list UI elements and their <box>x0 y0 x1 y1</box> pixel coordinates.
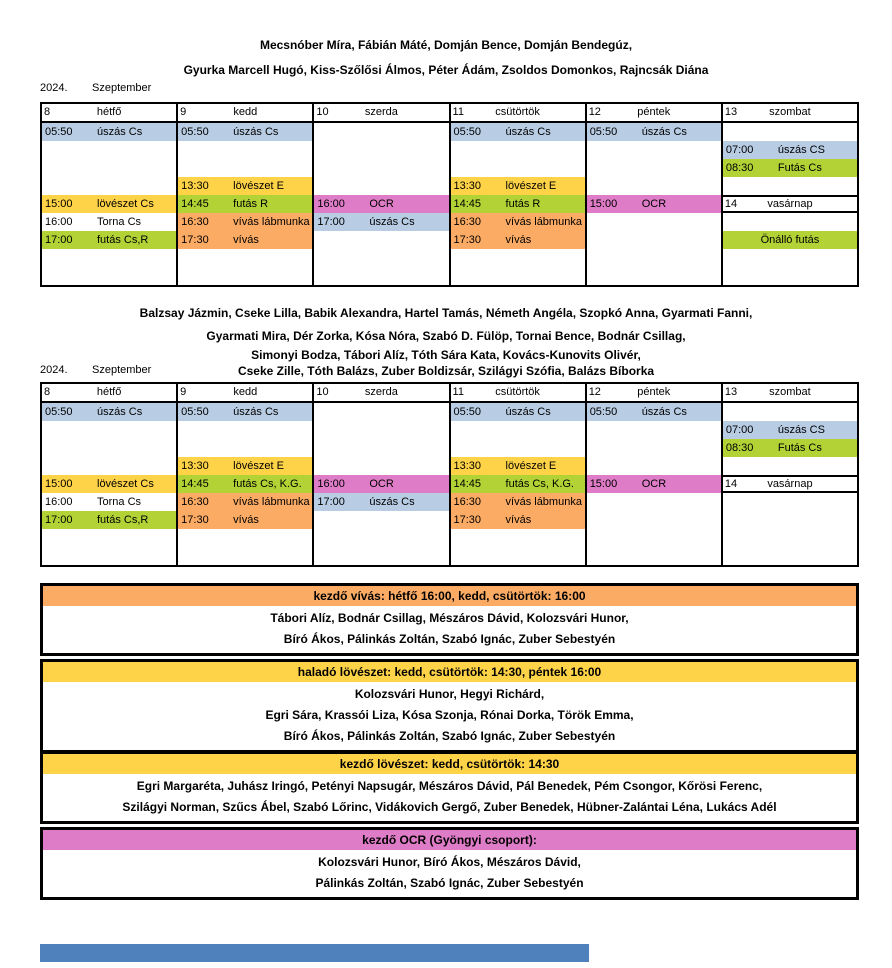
cell-time: 13:30 <box>453 460 482 472</box>
schedule-cell <box>451 231 585 249</box>
schedule-cell <box>178 123 312 141</box>
cell-time: 14:45 <box>181 198 209 210</box>
day-column <box>721 102 859 287</box>
empty-cell <box>42 177 176 195</box>
group1-names-line: Gyurka Marcell Hugó, Kiss-Szőlősi Álmos, Péter Ádám, Zsoldos Domonkos, Rajncsák Diána <box>183 63 709 77</box>
empty-cell <box>314 457 448 475</box>
empty-cell <box>314 511 448 529</box>
cell-activity: lövészet E <box>505 460 557 472</box>
schedule-cell <box>42 511 176 529</box>
day-header <box>42 104 176 123</box>
schedule-cell <box>42 403 176 421</box>
schedule-cell <box>314 475 448 493</box>
cell-activity: vívás lábmunka <box>233 496 310 508</box>
cell-activity: úszás Cs <box>505 406 551 418</box>
day-name: kedd <box>233 106 258 118</box>
cell-time: 05:50 <box>453 406 482 418</box>
month-name-label: Szeptember <box>92 364 152 376</box>
day-column <box>312 102 450 287</box>
day-header <box>451 384 585 403</box>
schedule-cell <box>587 475 721 493</box>
day-column <box>585 102 723 287</box>
day-column-body <box>723 123 857 285</box>
schedule-table-2 <box>40 382 859 567</box>
cell-activity: OCR <box>369 478 394 490</box>
cell-time: 16:00 <box>317 198 345 210</box>
day-name: csütörtök <box>495 106 540 118</box>
day-header <box>178 104 312 123</box>
group2-names-line: Cseke Zille, Tóth Balázs, Zuber Boldizsár, Szilágyi Szófia, Balázs Bíborka <box>237 364 655 378</box>
cell-time: 16:00 <box>45 496 73 508</box>
cell-time: 05:50 <box>45 126 73 138</box>
cell-time: 17:30 <box>453 514 482 526</box>
cell-time: 05:50 <box>589 126 618 138</box>
banner-names-line: Pálinkás Zoltán, Szabó Ignác, Zuber Sebestyén <box>315 876 584 890</box>
empty-cell <box>587 159 721 177</box>
empty-cell <box>723 123 857 141</box>
empty-cell <box>42 141 176 159</box>
cell-time: 16:30 <box>181 216 209 228</box>
day-name: szombat <box>769 386 811 398</box>
schedule-cell <box>451 493 585 511</box>
empty-cell <box>451 159 585 177</box>
schedule-cell <box>451 403 585 421</box>
banner-halado-loveszet <box>40 659 859 753</box>
cell-time: 17:30 <box>181 234 209 246</box>
schedule-cell <box>178 457 312 475</box>
schedule-cell <box>587 403 721 421</box>
banner-header: kezdő OCR (Gyöngyi csoport): <box>43 830 856 850</box>
cell-activity: OCR <box>369 198 394 210</box>
day-column-body <box>42 123 176 285</box>
day-name: kedd <box>233 386 258 398</box>
schedule-cell <box>451 475 585 493</box>
day-column-body <box>178 123 312 285</box>
empty-cell <box>314 403 448 421</box>
schedule-cell <box>587 195 721 213</box>
empty-cell <box>587 177 721 195</box>
banner-names-line: Tábori Alíz, Bodnár Csillag, Mészáros Dávid, Kolozsvári Hunor, <box>270 611 629 625</box>
banner-header: kezdő lövészet: kedd, csütörtök: 14:30 <box>43 754 856 774</box>
cell-activity: vívás <box>505 514 532 526</box>
cell-activity: úszás Cs <box>369 496 415 508</box>
day-column <box>312 382 450 567</box>
day-number: 14 <box>724 478 738 490</box>
schedule-cell <box>42 475 176 493</box>
empty-cell <box>178 421 312 439</box>
cell-activity: úszás Cs <box>641 406 687 418</box>
schedule-cell <box>314 195 448 213</box>
cell-time: 16:30 <box>453 216 482 228</box>
schedule-cell <box>723 421 857 439</box>
cell-activity: OCR <box>641 198 667 210</box>
day-column <box>40 382 178 567</box>
day-name: szerda <box>364 386 398 398</box>
schedule-cell <box>451 195 585 213</box>
schedule-cell <box>42 123 176 141</box>
banner-header: kezdő vívás: hétfő 16:00, kedd, csütörtök: 16:00 <box>43 586 856 606</box>
day-number: 9 <box>180 386 187 398</box>
banner-names-line: Kolozsvári Hunor, Hegyi Richárd, <box>354 687 545 701</box>
month-name-label: Szeptember <box>92 82 152 94</box>
banner-names-line: Bíró Ákos, Pálinkás Zoltán, Szabó Ignác, Zuber Sebestyén <box>283 632 616 646</box>
day-name: péntek <box>637 106 671 118</box>
day-header <box>42 384 176 403</box>
schedule-cell <box>178 213 312 231</box>
banner-names-line: Bíró Ákos, Pálinkás Zoltán, Szabó Ignác, Zuber Sebestyén <box>283 729 616 743</box>
empty-cell <box>42 439 176 457</box>
sunday-subheader <box>723 195 857 213</box>
day-name: péntek <box>637 386 671 398</box>
group2-names-line: Simonyi Bodza, Tábori Alíz, Tóth Sára Kata, Kovács-Kunovits Olivér, <box>251 348 641 362</box>
empty-cell <box>451 439 585 457</box>
schedule-cell <box>42 231 176 249</box>
schedule-cell <box>314 213 448 231</box>
day-column-body <box>42 403 176 565</box>
schedule-cell <box>42 493 176 511</box>
day-column <box>585 382 723 567</box>
cell-time: 05:50 <box>453 126 482 138</box>
schedule-cell <box>723 141 857 159</box>
cell-time: 05:50 <box>181 406 209 418</box>
empty-cell <box>723 403 857 421</box>
day-header <box>723 384 857 403</box>
schedule-cell <box>178 475 312 493</box>
cell-activity: futás Cs, K.G. <box>505 478 574 490</box>
day-header <box>723 104 857 123</box>
day-column <box>449 102 587 287</box>
day-number: 8 <box>44 386 51 398</box>
schedule-cell <box>587 123 721 141</box>
day-column <box>176 382 314 567</box>
cell-time: 16:00 <box>317 478 345 490</box>
cell-time: 15:00 <box>45 198 73 210</box>
day-name: vasárnap <box>767 198 813 210</box>
cell-activity: Futás Cs <box>777 442 822 454</box>
day-header <box>587 384 721 403</box>
empty-cell <box>587 231 721 249</box>
cell-activity: vívás <box>233 514 259 526</box>
schedule-cell <box>178 403 312 421</box>
cell-activity: vívás lábmunka <box>505 496 582 508</box>
day-name: szombat <box>769 106 811 118</box>
schedule-cell <box>723 439 857 457</box>
banner-kezdo-ocr <box>40 827 859 900</box>
day-number: 11 <box>452 106 464 118</box>
banner-kezdo-vivas <box>40 583 859 656</box>
day-header <box>178 384 312 403</box>
cell-activity: futás Cs,R <box>97 234 149 246</box>
banner-names-line: Szilágyi Norman, Szűcs Ábel, Szabó Lőrinc, Vidákovich Gergő, Zuber Benedek, Hübner-Zalántai Léna, Lukács Adél <box>122 800 777 814</box>
cell-time: 14:45 <box>453 198 482 210</box>
cell-activity: úszás Cs <box>641 126 687 138</box>
day-column-body <box>314 123 448 285</box>
day-column-body <box>451 123 585 285</box>
schedule-cell <box>451 177 585 195</box>
month-label <box>40 82 151 94</box>
group2-names-line: Balzsay Jázmin, Cseke Lilla, Babik Alexandra, Hartel Tamás, Németh Angéla, Szopkó Anna, Gyarmati Fanni, <box>139 306 753 320</box>
schedule-cell <box>314 493 448 511</box>
schedule-cell <box>42 213 176 231</box>
day-name: szerda <box>364 106 398 118</box>
cell-activity: futás R <box>233 198 269 210</box>
cell-time: 05:50 <box>181 126 209 138</box>
month-label <box>40 364 151 376</box>
cell-time: 16:00 <box>45 216 73 228</box>
empty-cell <box>451 141 585 159</box>
year-label: 2024. <box>40 364 68 376</box>
schedule-cell <box>178 493 312 511</box>
cell-activity: vívás lábmunka <box>505 216 582 228</box>
cell-activity: lövészet Cs <box>97 198 154 210</box>
schedule-cell <box>178 511 312 529</box>
day-column-body <box>178 403 312 565</box>
cell-time: 15:00 <box>45 478 73 490</box>
cell-activity: vívás lábmunka <box>233 216 310 228</box>
schedule-cell: Önálló futás <box>723 231 857 249</box>
day-name: hétfő <box>96 106 122 118</box>
day-header <box>314 104 448 123</box>
empty-cell <box>314 177 448 195</box>
group2-names-line: Gyarmati Mira, Dér Zorka, Kósa Nóra, Szabó D. Fülöp, Tornai Bence, Bodnár Csillag, <box>206 329 686 343</box>
day-column-body <box>587 123 721 285</box>
schedule-table-1 <box>40 102 859 287</box>
cell-activity: úszás Cs <box>369 216 415 228</box>
empty-cell <box>178 439 312 457</box>
cell-time: 08:30 <box>725 442 754 454</box>
footer-blue-bar <box>40 944 589 962</box>
schedule-cell <box>723 159 857 177</box>
empty-cell <box>178 159 312 177</box>
empty-cell <box>587 493 721 511</box>
day-number: 11 <box>452 386 464 398</box>
cell-time: 17:00 <box>317 216 345 228</box>
cell-activity: futás Cs, K.G. <box>233 478 302 490</box>
empty-cell <box>42 457 176 475</box>
group1-names-line: Mecsnóber Míra, Fábián Máté, Domján Bence, Domján Bendegúz, <box>259 38 633 52</box>
sunday-subheader <box>723 475 857 493</box>
day-number: 9 <box>180 106 187 118</box>
empty-cell <box>451 421 585 439</box>
cell-activity: úszás Cs <box>97 406 143 418</box>
cell-activity: lövészet E <box>233 460 284 472</box>
day-column-body <box>723 403 857 565</box>
schedule-cell <box>178 195 312 213</box>
empty-cell <box>587 213 721 231</box>
schedule-cell <box>451 213 585 231</box>
day-number: 14 <box>724 198 738 210</box>
empty-cell <box>723 493 857 511</box>
banner-names-line: Kolozsvári Hunor, Bíró Ákos, Mészáros Dávid, <box>318 855 581 869</box>
day-column <box>40 102 178 287</box>
cell-time: 15:00 <box>589 478 618 490</box>
cell-activity: úszás Cs <box>233 126 279 138</box>
cell-activity: úszás Cs <box>505 126 551 138</box>
banner-header: haladó lövészet: kedd, csütörtök: 14:30, péntek 16:00 <box>43 662 856 682</box>
cell-activity: úszás Cs <box>233 406 279 418</box>
empty-cell <box>314 159 448 177</box>
day-name: vasárnap <box>767 478 813 490</box>
cell-time: 14:45 <box>453 478 482 490</box>
day-number: 10 <box>316 386 329 398</box>
schedule-cell <box>451 123 585 141</box>
banner-names-line: Egri Sára, Krassói Liza, Kósa Szonja, Rónai Dorka, Török Emma, <box>265 708 634 722</box>
cell-time: 13:30 <box>181 180 209 192</box>
empty-cell <box>723 457 857 475</box>
cell-time: 05:50 <box>45 406 73 418</box>
day-number: 10 <box>316 106 329 118</box>
empty-cell <box>723 213 857 231</box>
day-column-body <box>587 403 721 565</box>
day-column-body <box>314 403 448 565</box>
cell-time: 15:00 <box>589 198 618 210</box>
day-column <box>176 102 314 287</box>
schedule-cell <box>178 231 312 249</box>
cell-time: 13:30 <box>181 460 209 472</box>
empty-cell <box>723 511 857 529</box>
day-name: hétfő <box>96 386 122 398</box>
cell-activity: úszás CS <box>777 144 825 156</box>
empty-cell <box>723 177 857 195</box>
cell-activity: úszás Cs <box>97 126 143 138</box>
cell-activity: Torna Cs <box>97 496 142 508</box>
day-header <box>587 104 721 123</box>
day-column <box>449 382 587 567</box>
cell-activity: úszás CS <box>777 424 825 436</box>
empty-cell <box>42 421 176 439</box>
cell-time: 16:30 <box>181 496 209 508</box>
cell-time: 07:00 <box>725 144 754 156</box>
day-number: 13 <box>724 106 738 118</box>
empty-cell <box>314 439 448 457</box>
day-name: csütörtök <box>495 386 540 398</box>
empty-cell <box>42 159 176 177</box>
cell-activity: OCR <box>641 478 667 490</box>
cell-time: 07:00 <box>725 424 754 436</box>
day-header <box>314 384 448 403</box>
empty-cell <box>314 231 448 249</box>
day-number: 8 <box>44 106 51 118</box>
cell-time: 16:30 <box>453 496 482 508</box>
day-number: 13 <box>724 386 738 398</box>
schedule-cell <box>451 457 585 475</box>
empty-cell <box>587 439 721 457</box>
banner-kezdo-loveszet <box>40 751 859 824</box>
cell-time: 14:45 <box>181 478 209 490</box>
cell-time: 17:30 <box>181 514 209 526</box>
cell-time: 08:30 <box>725 162 754 174</box>
day-column <box>721 382 859 567</box>
cell-time: 17:00 <box>45 514 73 526</box>
cell-activity: futás R <box>505 198 541 210</box>
schedule-cell <box>178 177 312 195</box>
empty-cell <box>314 141 448 159</box>
year-label: 2024. <box>40 82 68 94</box>
cell-activity: vívás <box>505 234 532 246</box>
day-column-body <box>451 403 585 565</box>
schedule-cell <box>42 195 176 213</box>
schedule-cell <box>451 511 585 529</box>
cell-activity: vívás <box>233 234 259 246</box>
cell-activity: Torna Cs <box>97 216 142 228</box>
cell-time: 17:30 <box>453 234 482 246</box>
empty-cell <box>587 141 721 159</box>
cell-time: 17:00 <box>317 496 345 508</box>
cell-activity: lövészet E <box>505 180 557 192</box>
cell-activity: lövészet E <box>233 180 284 192</box>
empty-cell <box>587 421 721 439</box>
day-number: 12 <box>588 106 601 118</box>
empty-cell <box>314 123 448 141</box>
empty-cell <box>587 457 721 475</box>
cell-time: 13:30 <box>453 180 482 192</box>
cell-activity: futás Cs,R <box>97 514 149 526</box>
day-header <box>451 104 585 123</box>
cell-activity: Futás Cs <box>777 162 822 174</box>
cell-time: 17:00 <box>45 234 73 246</box>
empty-cell <box>178 141 312 159</box>
cell-time: 05:50 <box>589 406 618 418</box>
empty-cell <box>587 511 721 529</box>
empty-cell <box>314 421 448 439</box>
day-number: 12 <box>588 386 601 398</box>
banner-names-line: Egri Margaréta, Juhász Iringó, Petényi Napsugár, Mészáros Dávid, Pál Benedek, Pém Csongor, Kőrösi Ferenc, <box>136 779 763 793</box>
cell-activity: lövészet Cs <box>97 478 154 490</box>
